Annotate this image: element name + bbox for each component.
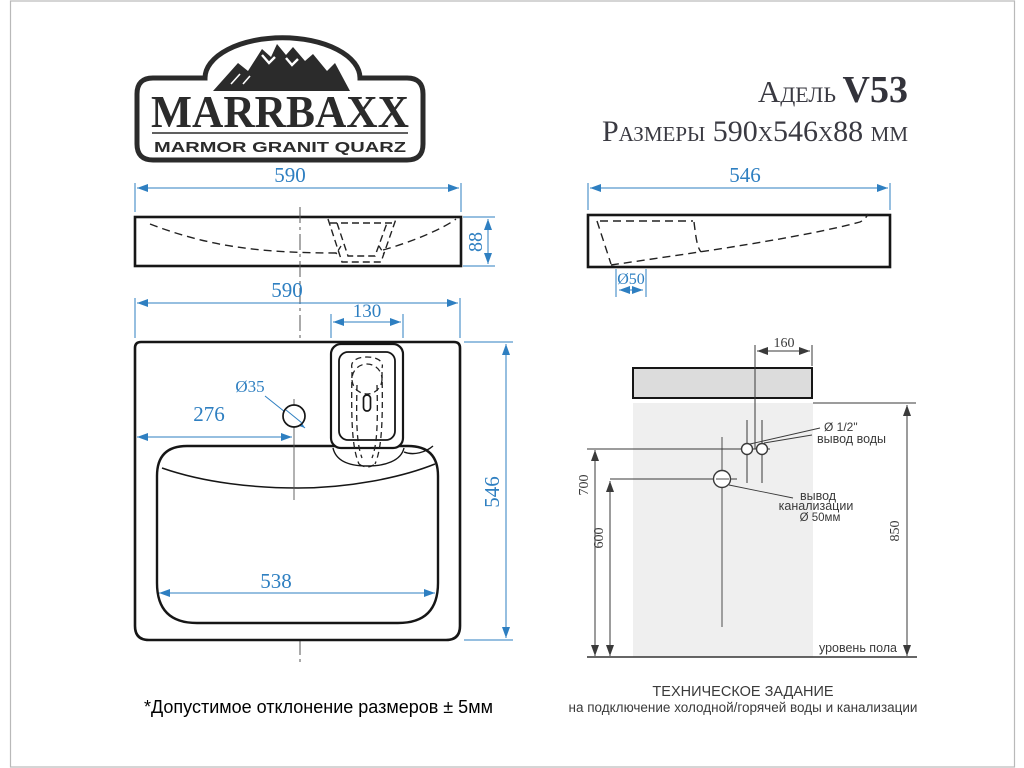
floor-label: уровень пола bbox=[818, 641, 897, 655]
dispenser-recess bbox=[331, 344, 403, 467]
front-height-dim: 88 bbox=[465, 232, 487, 252]
water-label-text: вывод воды bbox=[817, 432, 887, 446]
brand-tagline: MARMOR GRANIT QUARZ bbox=[154, 139, 406, 156]
side-drain-dim: Ø50 bbox=[617, 271, 645, 288]
top-view bbox=[135, 207, 513, 662]
water-height-dim: 700 bbox=[577, 474, 592, 496]
installation-diagram bbox=[569, 336, 918, 715]
dispenser-width-dim: 130 bbox=[352, 301, 382, 322]
water-outlet-cold bbox=[742, 444, 753, 455]
installation-heading: ТЕХНИЧЕСКОЕ ЗАДАНИЕ bbox=[652, 684, 834, 700]
water-label-diameter: Ø 1/2" bbox=[824, 420, 858, 434]
drain-height-dim: 600 bbox=[592, 527, 607, 549]
bowl-width-dim: 538 bbox=[260, 569, 292, 593]
rim-height-dim: 850 bbox=[888, 520, 903, 542]
tap-offset-dim: 160 bbox=[773, 336, 795, 351]
tap-offset-dim: 276 bbox=[193, 402, 225, 426]
side-outline bbox=[588, 215, 890, 267]
brand-logo bbox=[137, 38, 423, 160]
installation-subheading: на подключение холодной/горячей воды и канализации bbox=[568, 700, 918, 715]
top-depth-dim: 546 bbox=[480, 476, 504, 508]
dispenser-slot bbox=[364, 395, 371, 411]
model-name: Адель bbox=[757, 74, 836, 109]
drain-label-3: Ø 50мм bbox=[799, 512, 841, 524]
side-width-dim: 546 bbox=[729, 163, 761, 187]
title-block bbox=[602, 69, 908, 148]
sink-section bbox=[633, 368, 812, 398]
front-view bbox=[135, 163, 495, 266]
wall-area bbox=[633, 403, 813, 657]
front-outline bbox=[135, 217, 461, 266]
model-code: V53 bbox=[842, 69, 908, 111]
top-width-dim: 590 bbox=[271, 278, 303, 302]
tap-hole-dim: Ø35 bbox=[235, 377, 265, 396]
top-outline bbox=[135, 342, 460, 640]
side-view bbox=[588, 163, 890, 297]
front-width-dim: 590 bbox=[274, 163, 306, 187]
water-outlet-hot bbox=[757, 444, 768, 455]
tolerance-footnote: *Допустимое отклонение размеров ± 5мм bbox=[144, 697, 493, 717]
size-line: Размеры 590х546х88 мм bbox=[601, 115, 908, 148]
drain-label-2: канализации bbox=[778, 499, 854, 513]
drain-label-1: вывод bbox=[799, 489, 837, 503]
brand-name: MARRBAXX bbox=[151, 86, 409, 137]
